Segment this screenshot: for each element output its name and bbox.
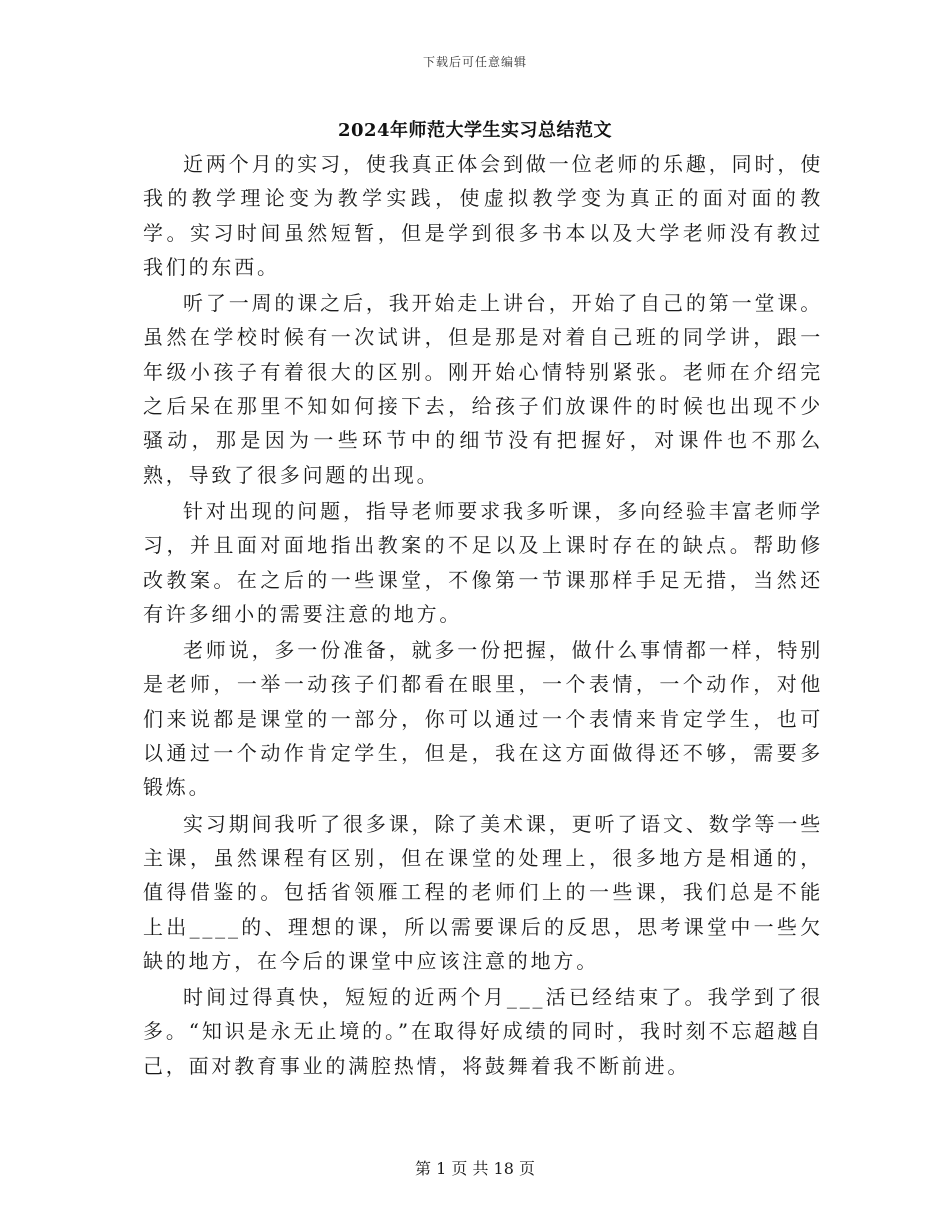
paragraph-6: 时间过得真快，短短的近两个月___活已经结束了。我学到了很多。“知识是永无止境的。”在取得好成绩的同时，我时刻不忘超越自己，面对教育事业的满腔热情，将鼓舞着我不断前进。 — [143, 985, 823, 1078]
page-footer-indicator: 第 1 页 共 18 页 — [415, 1159, 535, 1178]
document-title: 2024年师范大学生实习总结范文 — [337, 120, 613, 141]
paragraph-5: 实习期间我听了很多课，除了美术课，更听了语文、数学等一些主课，虽然课程有区别，但在课堂的处理上，很多地方是相通的，值得借鉴的。包括省领雁工程的老师们上的一些课，我们总是不能上出____的、理想的课，所以需要课后的反思，思考课堂中一些欠缺的地方，在今后的课堂中应该注意的地方。 — [143, 811, 823, 973]
paragraph-1: 近两个月的实习，使我真正体会到做一位老师的乐趣，同时，使我的教学理论变为教学实践，使虚拟教学变为真正的面对面的教学。实习时间虽然短暂，但是学到很多书本以及大学老师没有教过我们的东西。 — [143, 152, 823, 279]
paragraph-3: 针对出现的问题，指导老师要求我多听课，多向经验丰富老师学习，并且面对面地指出教案的不足以及上课时存在的缺点。帮助修改教案。在之后的一些课堂，不像第一节课那样手足无措，当然还有许多细小的需要注意的地方。 — [143, 498, 823, 626]
page-header-note: 下载后可任意编辑 — [422, 55, 527, 69]
document-body — [143, 147, 823, 1085]
paragraph-2: 听了一周的课之后，我开始走上讲台，开始了自己的第一堂课。虽然在学校时候有一次试讲，但是那是对着自己班的同学讲，跟一年级小孩子有着很大的区别。刚开始心情特别紧张。老师在介绍完之后呆在那里不知如何接下去，给孩子们放课件的时候也出现不少骚动，那是因为一些环节中的细节没有把握好，对课件也不那么熟，导致了很多问题的出现。 — [143, 291, 823, 487]
paragraph-4: 老师说，多一份准备，就多一份把握，做什么事情都一样，特别是老师，一举一动孩子们都看在眼里，一个表情，一个动作，对他们来说都是课堂的一部分，你可以通过一个表情来肯定学生，也可以通过一个动作肯定学生，但是，我在这方面做得还不够，需要多锻炼。 — [143, 638, 823, 800]
